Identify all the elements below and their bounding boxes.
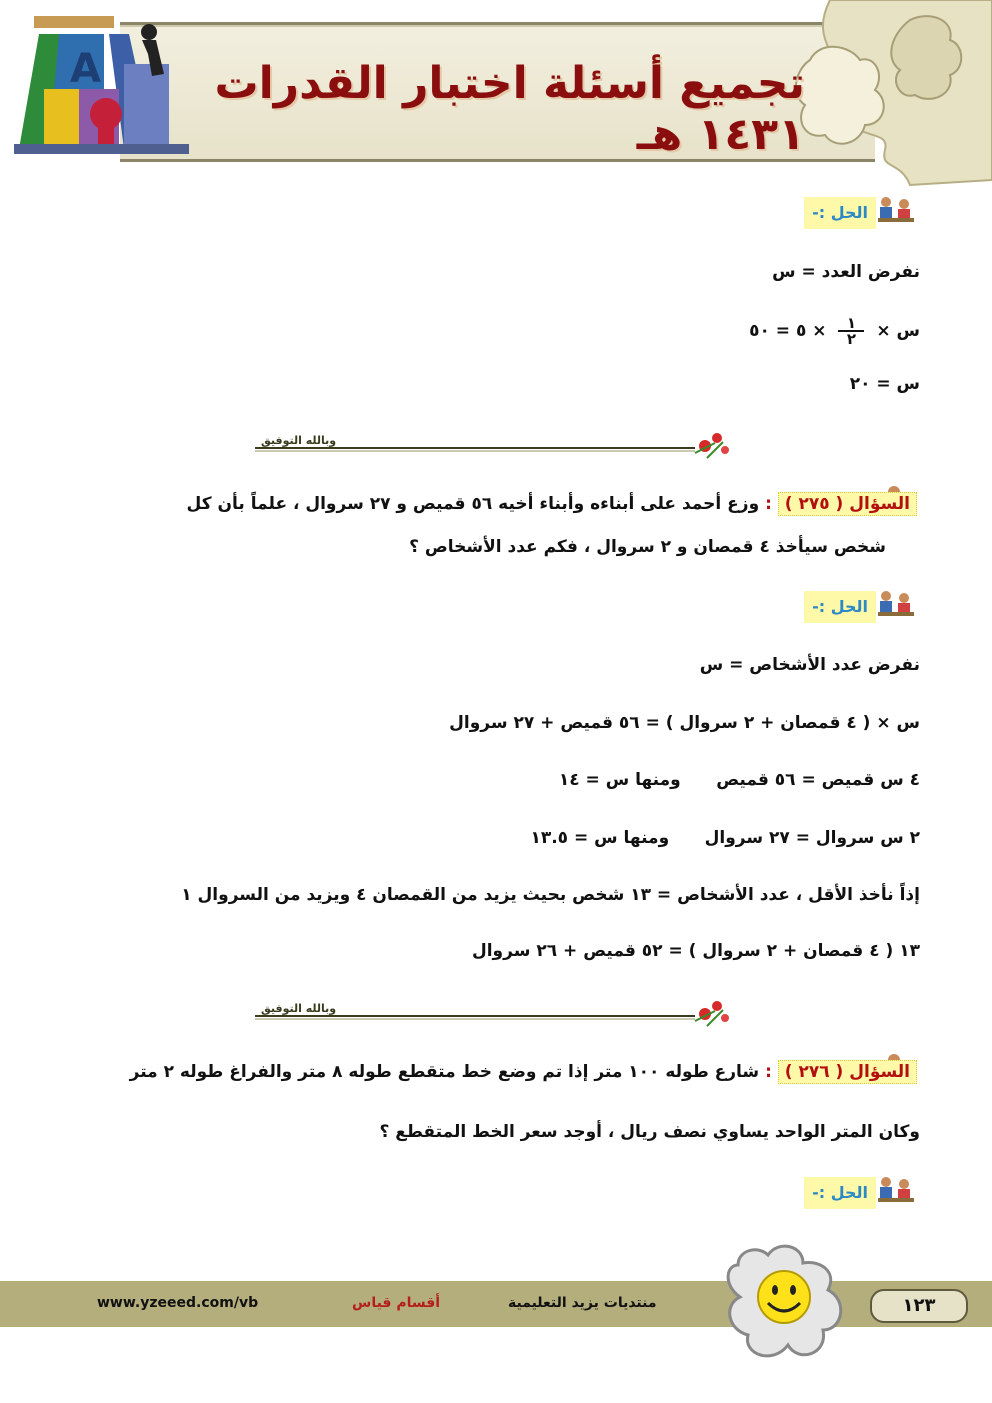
solution-line: ١٣ ( ٤ قمصان + ٢ سروال ) = ٥٢ قميص + ٢٦ سروال: [471, 941, 920, 961]
solution-equation: [749, 316, 920, 346]
question-label: السؤال ( ٢٧٦ ): [778, 1060, 917, 1084]
equation-part: س ×: [876, 321, 920, 341]
question-separator: :: [765, 1062, 772, 1082]
fraction-half: [838, 316, 864, 346]
question-275-line1: [77, 494, 917, 514]
question-276-line1: [130, 1062, 917, 1082]
question-text: شارع طوله ١٠٠ متر إذا تم وضع خط متقطع طوله ٨ متر والفراغ طوله ٢ متر: [129, 1062, 760, 1082]
page-header: [0, 0, 992, 190]
solution-line: س = ٢٠: [849, 374, 920, 394]
students-icon: [876, 1174, 916, 1204]
section-divider: [255, 996, 735, 1036]
question-label: السؤال ( ٢٧٥ ): [778, 492, 917, 516]
solution-label: الحل :-: [804, 1177, 876, 1209]
question-275-line2: شخص سيأخذ ٤ قمصان و ٢ سروال ، فكم عدد الأشخاص ؟: [409, 537, 886, 557]
students-icon: [876, 588, 916, 618]
solution-line: ٤ س قميص = ٥٦ قميص ومنها س = ١٤: [558, 770, 920, 790]
page-title: تجميع أسئلة اختبار القدرات ١٤٣١ هـ: [214, 58, 805, 160]
solution-line: إذاً نأخذ الأقل ، عدد الأشخاص = ١٣ شخص بحيث يزيد من القمصان ٤ ويزيد من السروال ١: [181, 885, 920, 905]
fraction-numerator: ١: [838, 316, 864, 332]
equation-part: × ٥ = ٥٠: [749, 321, 827, 341]
solution-line: نفرض العدد = س: [772, 262, 920, 282]
question-separator: :: [765, 494, 772, 514]
solution-line: ٢ س سروال = ٢٧ سروال ومنها س = ١٣.٥: [530, 828, 920, 848]
page-number: ١٢٣: [870, 1289, 968, 1323]
footer-forum-name: منتديات يزيد التعليمية: [508, 1295, 657, 1311]
smiley-puzzle-icon: [718, 1235, 853, 1365]
divider-text: وبالله التوفيق: [261, 1002, 337, 1015]
solution-label: الحل :-: [804, 197, 876, 229]
students-icon: [876, 194, 916, 224]
solution-line: س × ( ٤ قمصان + ٢ سروال ) = ٥٦ قميص + ٢٧ سروال: [449, 713, 920, 733]
solution-line: نفرض عدد الأشخاص = س: [699, 655, 920, 675]
question-text: وزع أحمد على أبناءه وأبناء أخيه ٥٦ قميص و ٢٧ سروال ، علماً بأن كل: [186, 494, 760, 514]
fraction-denominator: ٢: [846, 330, 857, 348]
footer-site-link[interactable]: www.yzeeed.com/vb: [97, 1295, 259, 1311]
solution-label: الحل :-: [804, 591, 876, 623]
section-divider: [255, 428, 735, 468]
divider-text: وبالله التوفيق: [261, 434, 337, 447]
question-276-line2: وكان المتر الواحد يساوي نصف ريال ، أوجد سعر الخط المتقطع ؟: [379, 1122, 920, 1142]
puzzle-pieces-decoration: [790, 0, 992, 190]
logo-letter: A: [70, 46, 101, 92]
footer-section: أقسام قياس: [352, 1295, 441, 1311]
